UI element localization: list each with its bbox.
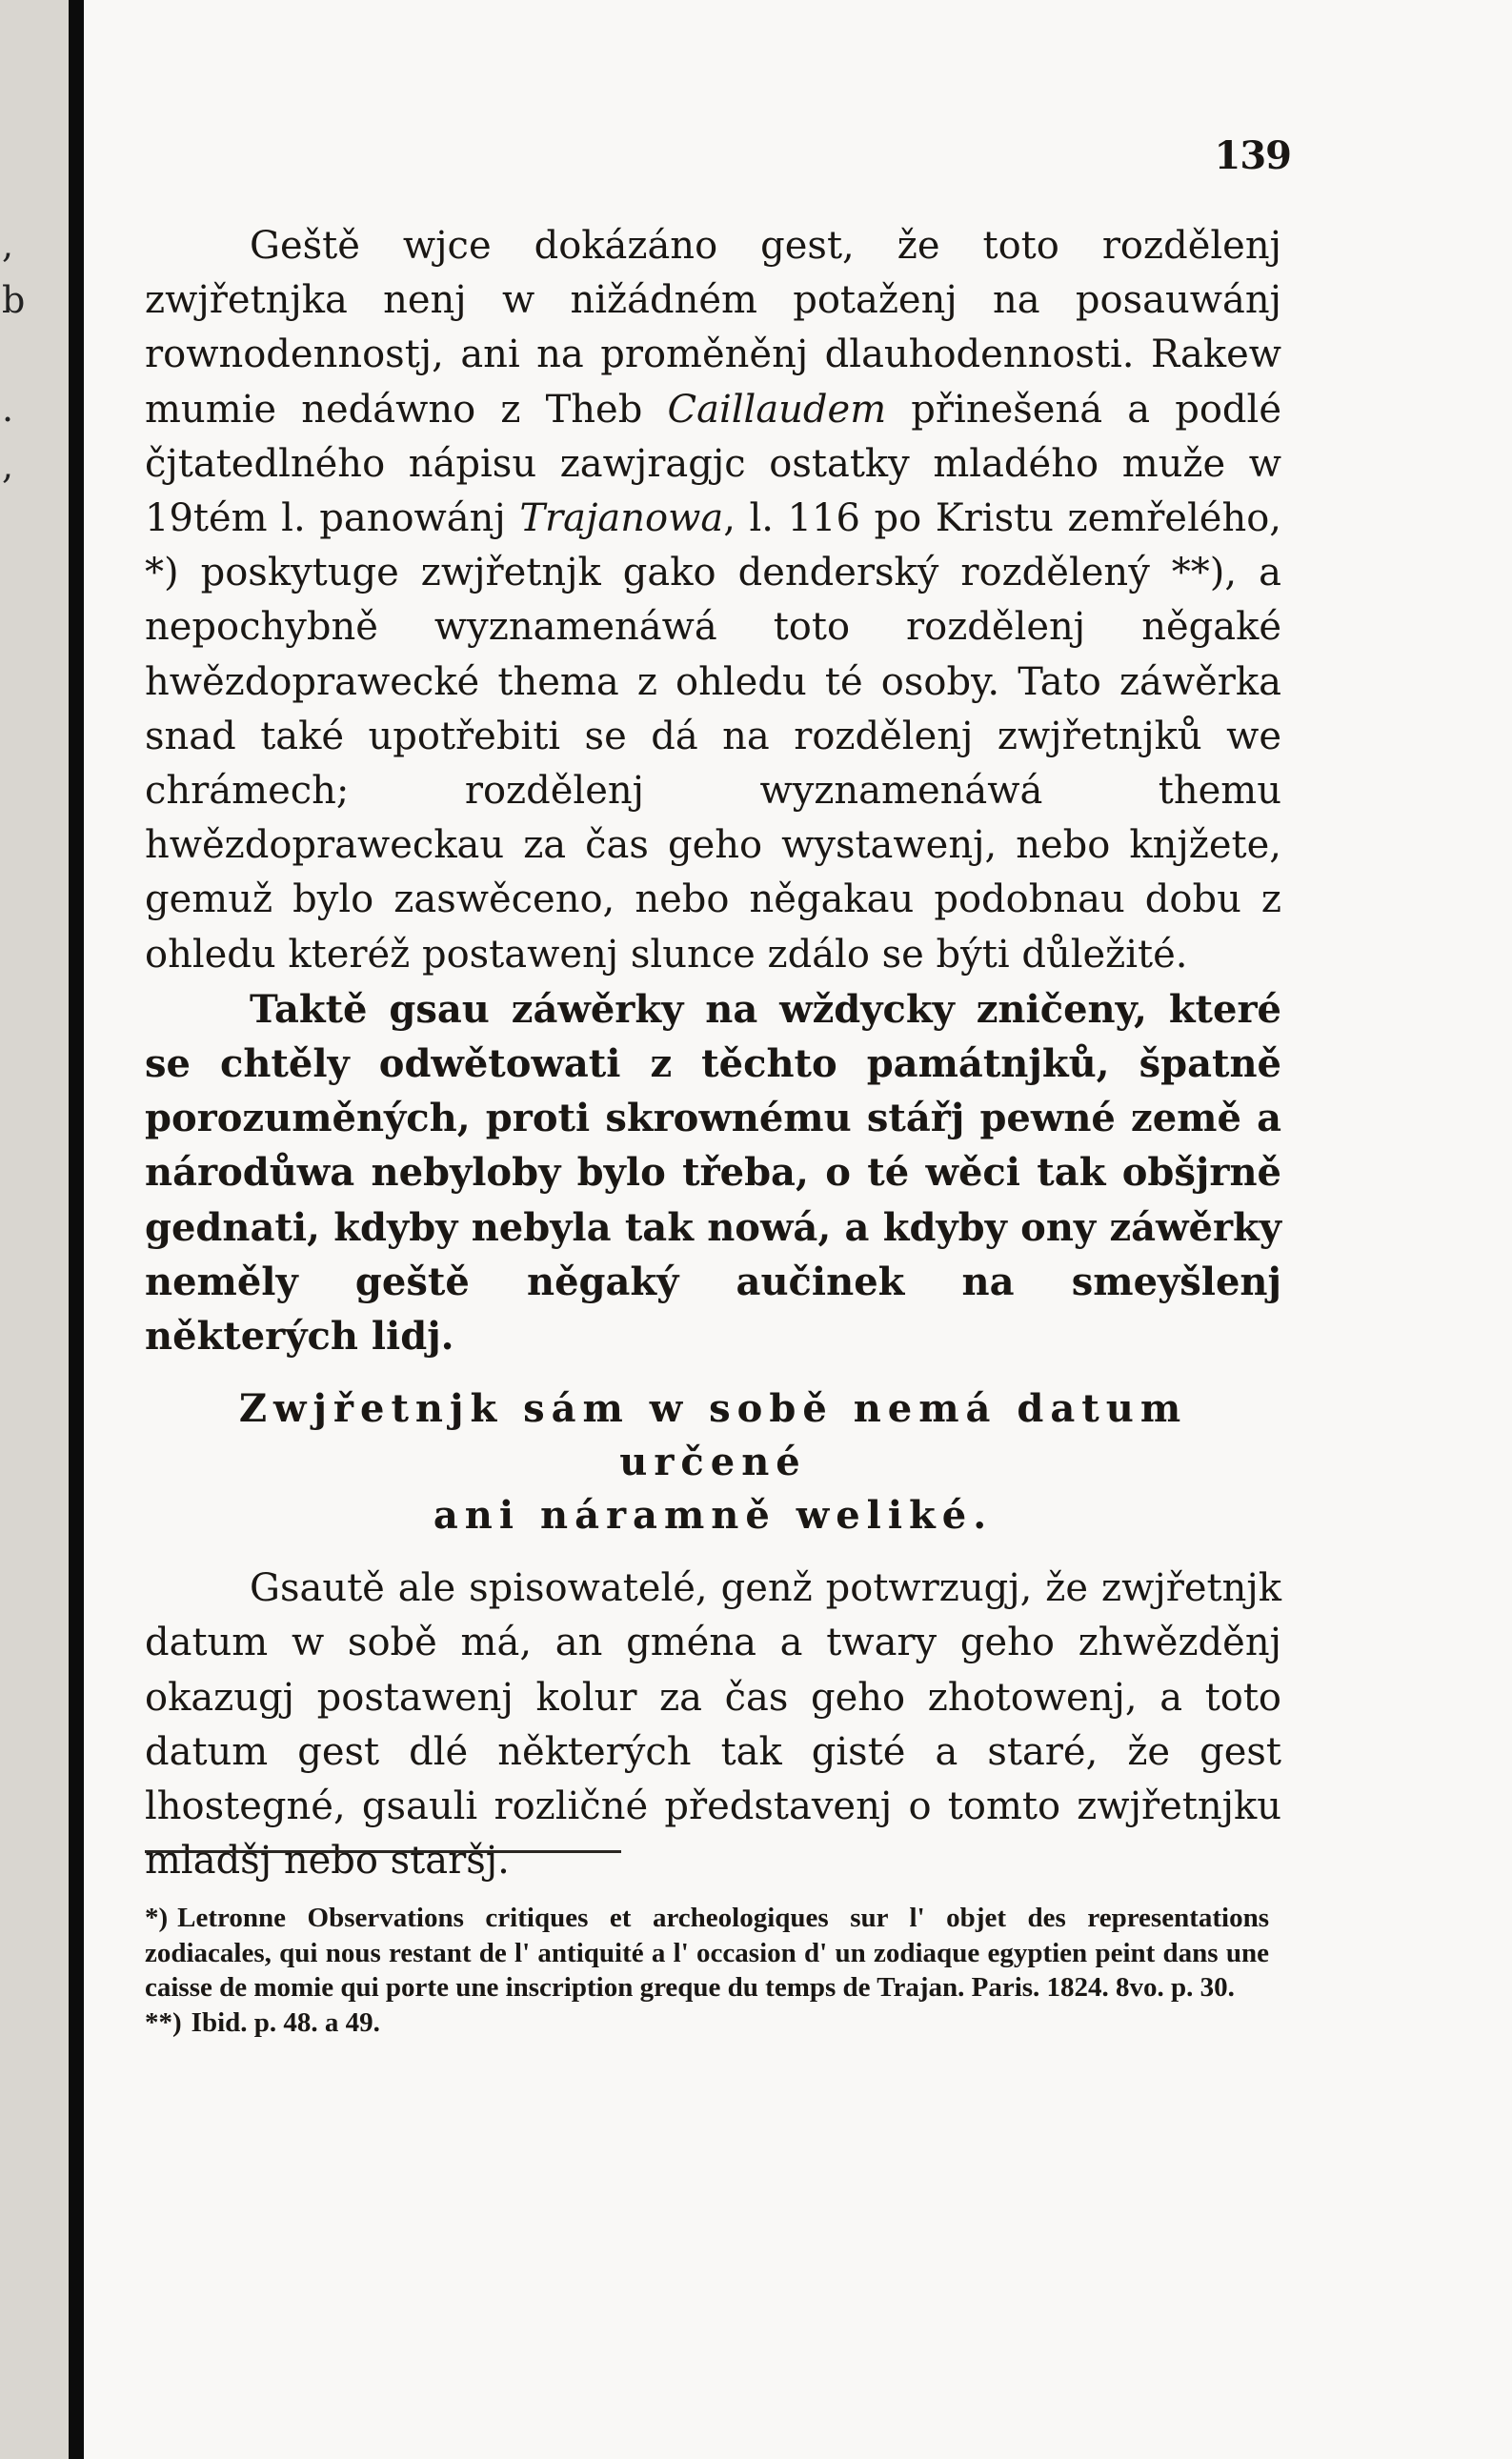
paragraph-1-text-a: Geště wjce dokázáno gest, že toto rozdělenj zwjřetnjka nenj w nižádném potaženj na posauwánj rownodennostj, ani na proměněnj dlauhodennosti. Rakew mumie nedáwno z Theb xyxy=(145,224,1281,432)
footnote-2-mark: **) xyxy=(145,2006,182,2038)
italic-name-trajan: Trajanowa xyxy=(519,496,724,541)
margin-fragment: . xyxy=(2,388,14,430)
paragraph-1 xyxy=(145,219,1281,982)
footnote-divider xyxy=(145,1850,621,1853)
footnote-1-mark: *) xyxy=(145,1903,169,1933)
section-heading-line-2: ani náramně weliké. xyxy=(433,1493,994,1539)
italic-name-caillaud: Caillaudem xyxy=(667,387,887,432)
scan-gutter xyxy=(69,0,84,2459)
previous-page-edge xyxy=(0,0,69,2459)
footnote-2-text: Ibid. p. 48. a 49. xyxy=(191,2006,380,2038)
footnote-2 xyxy=(145,2005,1269,2041)
footnote-1-text: Letronne Observations critiques et archeologiques sur l' objet des representations zodiacales, qui nous restant de l' antiquité a l' occasion d' un zodiaque egyptien peint dans une caisse de momie qui porte une inscription greque du temps de Trajan. Paris. 1824. 8vo. p. 30. xyxy=(145,1903,1269,2003)
margin-fragment: , xyxy=(2,445,14,487)
paragraph-2: Taktě gsau záwěrky na wždycky zničeny, které se chtěly odwětowati z těchto památnjků, špatně porozuměných, proti skrownému stářj pewné země a národůwa nebyloby bylo třeba, o té wěci tak obšjrně gednati, kdyby nebyla tak nowá, a kdyby ony záwěrky neměly geště něgaký aučinek na smeyšlenj některých lidj. xyxy=(145,986,1281,1360)
paragraph-1-text-b: přinešená a podlé čjtatedlného nápisu zawjragjc ostatky mladého muže w 19tém l. panowánj xyxy=(145,387,1281,541)
paragraph-3: Gsautě ale spisowatelé, genž potwrzugj, že zwjřetnjk datum w sobě má, an gména a twary geho zhwězděnj okazugj postawenj kolur za čas geho zhotowenj, a toto datum gest dlé některých tak gisté a staré, že gest lhostegné, gsauli rozličné představenj o tomto zwjřetnjku mladšj nebo staršj. xyxy=(145,1566,1281,1884)
footnote-1 xyxy=(145,1901,1269,2005)
body-text xyxy=(145,219,1281,1888)
margin-fragment: b xyxy=(2,279,26,321)
page-number: 139 xyxy=(1214,133,1291,178)
paragraph-1-text-c: , l. 116 po Kristu zemřelého, *) poskytuge zwjřetnjk gako denderský rozdělený **), a nepochybně wyznamenáwá toto rozdělenj něgaké hwězdoprawecké thema z ohledu té osoby. Tato záwěrka snad také upotřebiti se dá na rozdělenj zwjřetnjků we chrámech; rozdělenj wyznamenáwá themu hwězdopraweckau za čas geho wystawenj, nebo knjžete, gemuž bylo zaswěceno, nebo něgakau podobnau dobu z ohledu kteréž postawenj slunce zdálo se býti důležité. xyxy=(145,496,1282,977)
section-heading-line-1: Zwjřetnjk sám w sobě nemá datum určené xyxy=(238,1386,1188,1485)
section-heading xyxy=(145,1382,1281,1542)
footnotes xyxy=(145,1901,1269,2040)
margin-fragment: , xyxy=(2,224,14,266)
